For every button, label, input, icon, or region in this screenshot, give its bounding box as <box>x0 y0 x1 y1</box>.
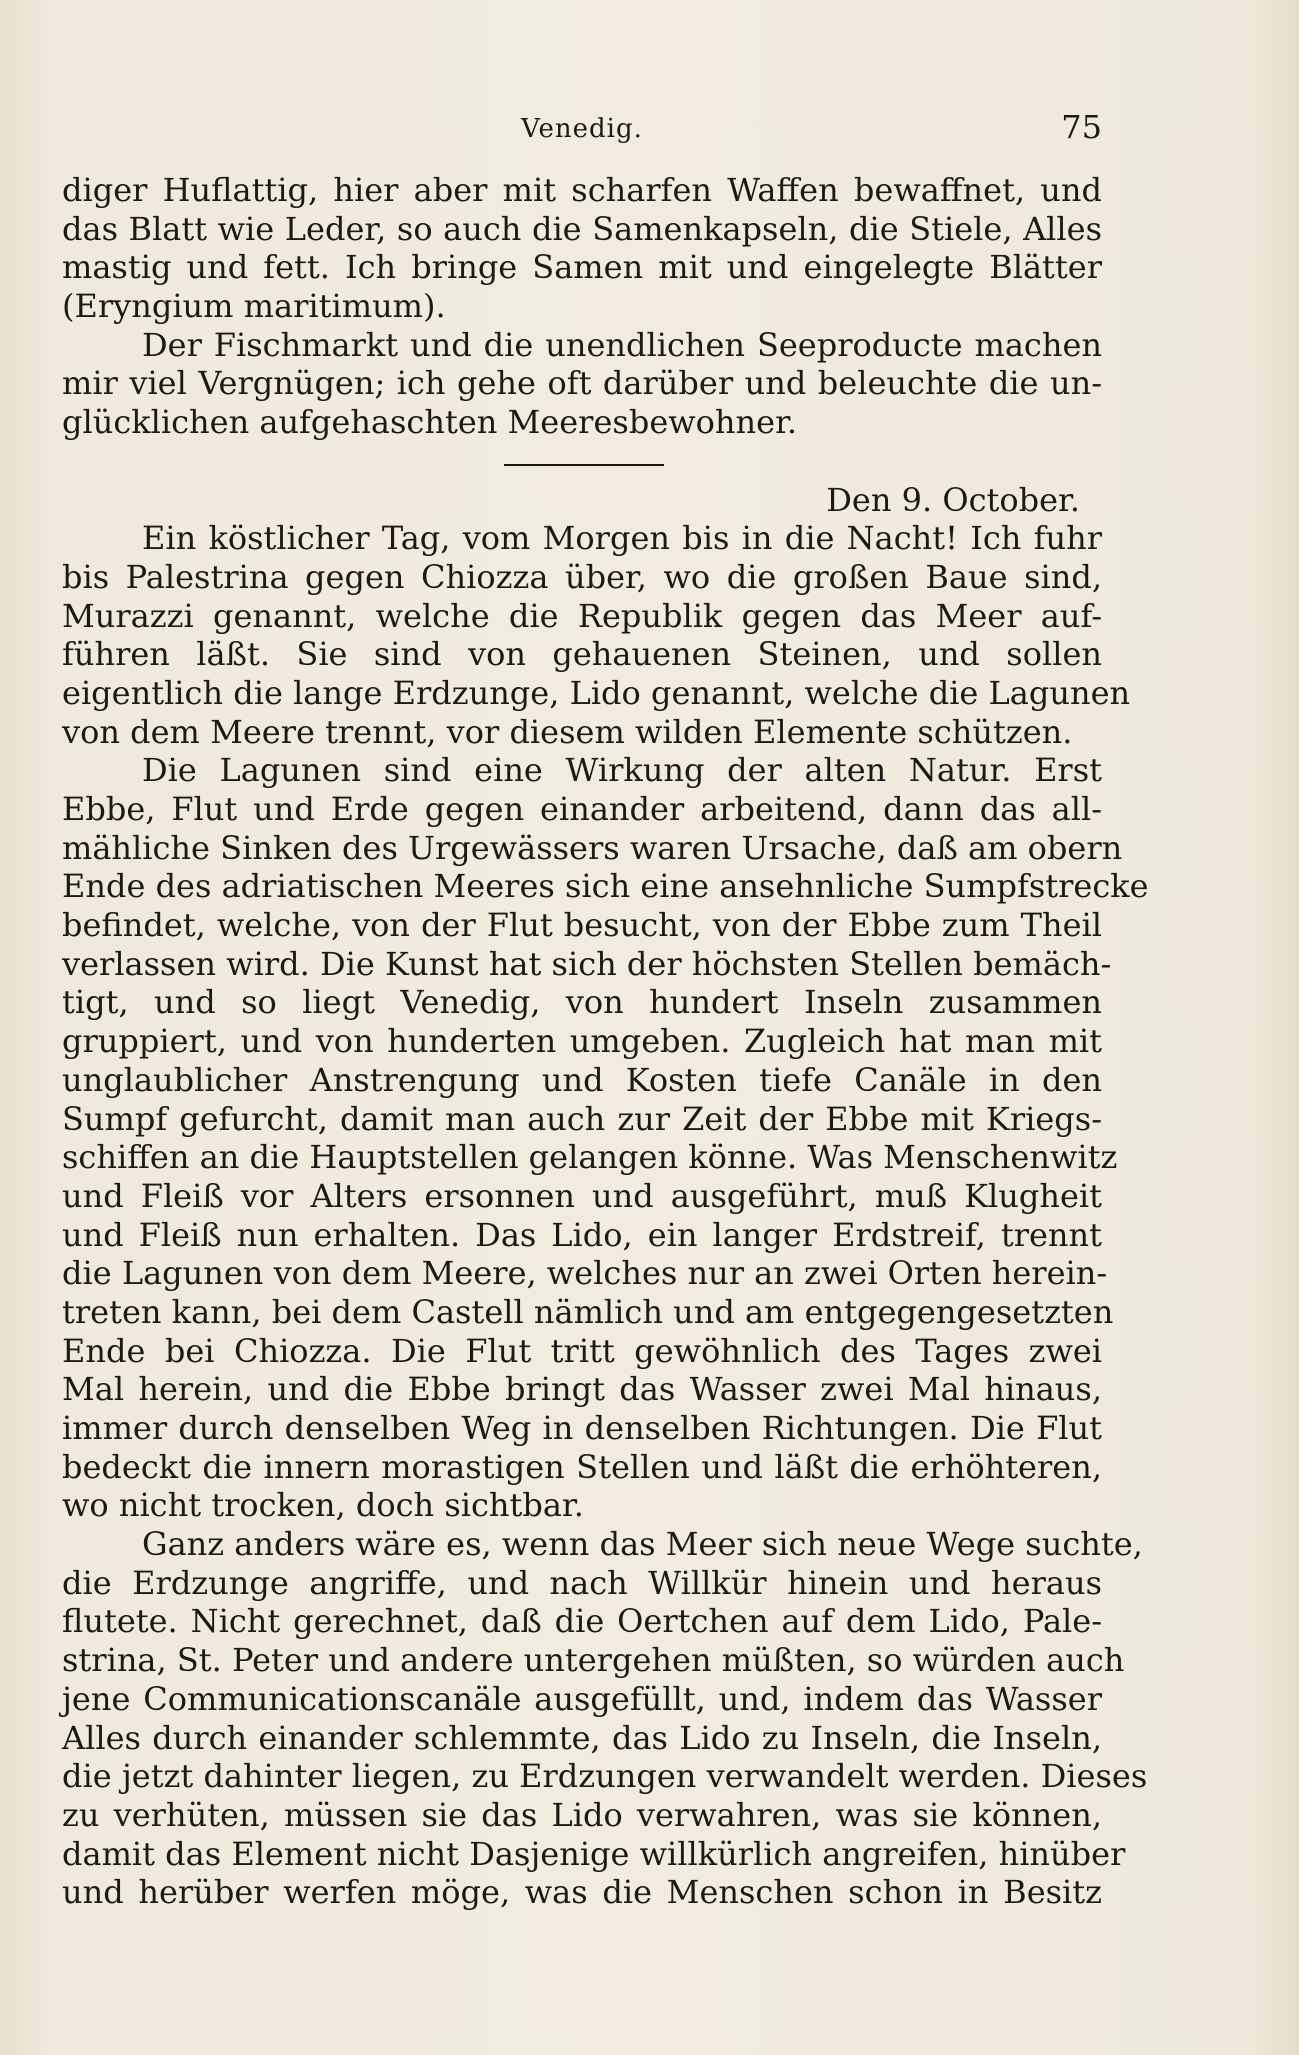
text-line: Der Fischmarkt und die unendlichen Seeproducte machen <box>142 325 1102 364</box>
text-line: verlassen wird. Die Kunst hat sich der höchsten Stellen bemäch- <box>62 944 1112 983</box>
page-number: 75 <box>1061 108 1102 146</box>
running-head: Venedig. <box>521 114 643 144</box>
text-line: bedeckt die innern morastigen Stellen und läßt die erhöhteren, <box>62 1447 1102 1486</box>
text-line: tigt, und so liegt Venedig, von hundert Inseln zusammen <box>62 983 1102 1022</box>
section-divider <box>62 442 1102 481</box>
text-line: diger Huflattig, hier aber mit scharfen Waffen bewaffnet, und <box>62 171 1102 209</box>
text-line: wo nicht trocken, doch sichtbar. <box>62 1486 584 1525</box>
text-line: von dem Meere trennt, vor diesem wilden Elemente schützen. <box>62 712 1073 751</box>
text-line: glücklichen aufgehaschten Meeresbewohner. <box>62 403 798 442</box>
text-line: und herüber werfen möge, was die Menschen schon in Besitz <box>62 1873 1102 1912</box>
text-line: Ebbe, Flut und Erde gegen einander arbeitend, dann das all- <box>62 790 1102 828</box>
text-line: bis Palestrina gegen Chiozza über, wo die großen Baue sind, <box>62 557 1102 596</box>
text-line: Sumpf gefurcht, damit man auch zur Zeit der Ebbe mit Kriegs- <box>62 1099 1102 1138</box>
text-line: unglaublicher Anstrengung und Kosten tiefe Canäle in den <box>62 1060 1102 1099</box>
text-line: das Blatt wie Leder, so auch die Samenkapseln, die Stiele, Alles <box>62 209 1102 248</box>
text-line: eigentlich die lange Erdzunge, Lido genannt, welche die Lagunen <box>62 673 1131 712</box>
text-line: die jetzt dahinter liegen, zu Erdzungen verwandelt werden. Dieses <box>62 1757 1148 1796</box>
text-line: Alles durch einander schlemmte, das Lido zu Inseln, die Inseln, <box>62 1718 1102 1757</box>
text-line: strina, St. Peter und andere untergehen müßten, so würden auch <box>62 1641 1125 1680</box>
text-line: die Lagunen von dem Meere, welches nur an zwei Orten herein- <box>62 1254 1108 1293</box>
text-line: mähliche Sinken des Urgewässers waren Ursache, daß am obern <box>62 828 1123 867</box>
page-header <box>62 108 1102 158</box>
text-line: und Fleiß vor Alters ersonnen und ausgeführt, muß Klugheit <box>62 1176 1102 1215</box>
date-heading: Den 9. October. <box>826 480 1080 519</box>
text-line: zu verhüten, müssen sie das Lido verwahren, was sie können, <box>62 1795 1102 1834</box>
text-line: führen läßt. Sie sind von gehauenen Steinen, und sollen <box>62 635 1102 674</box>
text-line: Ende des adriatischen Meeres sich eine ansehnliche Sumpfstrecke <box>62 867 1149 906</box>
text-line: Murazzi genannt, welche die Republik gegen das Meer auf- <box>62 596 1102 635</box>
body-text <box>62 171 1149 1912</box>
text-line: mastig und fett. Ich bringe Samen mit und eingelegte Blätter <box>62 248 1102 287</box>
text-line: schiffen an die Hauptstellen gelangen könne. Was Menschenwitz <box>62 1138 1118 1177</box>
text-line: Ein köstlicher Tag, vom Morgen bis in die Nacht! Ich fuhr <box>142 519 1102 558</box>
text-line: immer durch denselben Weg in denselben Richtungen. Die Flut <box>62 1409 1102 1447</box>
text-line: treten kann, bei dem Castell nämlich und am entgegengesetzten <box>62 1292 1114 1331</box>
text-line: Mal herein, und die Ebbe bringt das Wasser zwei Mal hinaus, <box>62 1370 1102 1409</box>
text-line: gruppiert, und von hunderten umgeben. Zugleich hat man mit <box>62 1022 1102 1061</box>
text-line: flutete. Nicht gerechnet, daß die Oertchen auf dem Lido, Pale- <box>62 1602 1102 1641</box>
text-line: Ende bei Chiozza. Die Flut tritt gewöhnlich des Tages zwei <box>62 1331 1102 1370</box>
text-line: Die Lagunen sind eine Wirkung der alten Natur. Erst <box>142 751 1102 790</box>
text-line: jene Communicationscanäle ausgefüllt, und, indem das Wasser <box>62 1679 1102 1718</box>
divider-rule <box>504 464 664 466</box>
text-line: Ganz anders wäre es, wenn das Meer sich neue Wege suchte, <box>142 1525 1143 1564</box>
text-line: (Eryngium maritimum). <box>62 287 446 326</box>
text-line: mir viel Vergnügen; ich gehe oft darüber und beleuchte die un- <box>62 364 1102 403</box>
text-line: damit das Element nicht Dasjenige willkürlich angreifen, hinüber <box>62 1834 1126 1873</box>
text-line: die Erdzunge angriffe, und nach Willkür hinein und heraus <box>62 1563 1102 1602</box>
text-line: befindet, welche, von der Flut besucht, von der Ebbe zum Theil <box>62 906 1102 945</box>
text-line: und Fleiß nun erhalten. Das Lido, ein langer Erdstreif, trennt <box>62 1215 1102 1254</box>
